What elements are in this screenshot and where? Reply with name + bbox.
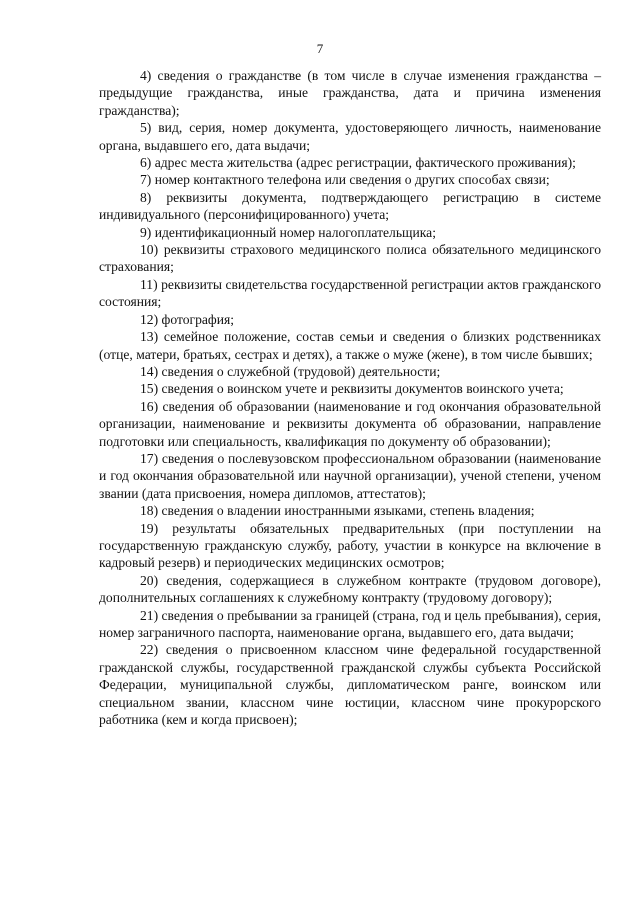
- page-number: 7: [316, 41, 324, 56]
- document-body: [99, 67, 601, 728]
- list-item: 11) реквизиты свидетельства государственной регистрации актов гражданского состояния;: [99, 276, 601, 310]
- list-item: 15) сведения о воинском учете и реквизиты документов воинского учета;: [140, 381, 564, 397]
- list-item: 21) сведения о пребывании за границей (страна, год и цель пребывания), серия, номер заграничного паспорта, наименование органа, выдавшего его, дата выдачи;: [99, 607, 601, 640]
- list-item: 6) адрес места жительства (адрес регистрации, фактического проживания);: [140, 155, 576, 171]
- list-item: 19) результаты обязательных предварительных (при поступлении на государственную гражданскую службу, работу, участии в конкурсе на включение в кадровый резерв) и периодических медицинских осмотров;: [99, 520, 601, 571]
- list-item: 20) сведения, содержащиеся в служебном контракте (трудовом договоре), дополнительных соглашениях к служебному контракту (трудовому договору);: [99, 572, 601, 606]
- list-item: 4) сведения о гражданстве (в том числе в случае изменения гражданства – предыдущие гражданства, иные гражданства, дата и причина изменения гражданства);: [99, 68, 601, 118]
- list-item: 12) фотография;: [140, 311, 235, 327]
- list-item: 22) сведения о присвоенном классном чине федеральной государственной гражданской службы, государственной гражданской службы субъекта Российской Федерации, муниципальной службы, дипломатическом ранге, воинском или специальном звании, классном чине юстиции, классном чине прокурорского работника (кем и когда присвоен);: [99, 642, 601, 728]
- list-item: 14) сведения о служебной (трудовой) деятельности;: [140, 363, 441, 379]
- list-item: 16) сведения об образовании (наименование и год окончания образовательной организации, наименование и реквизиты документа об образовании, направление подготовки или специальность, квалификация по документу об образовании);: [99, 398, 601, 449]
- list-item: 18) сведения о владении иностранными языками, степень владения;: [140, 503, 535, 519]
- list-item: 13) семейное положение, состав семьи и сведения о близких родственниках (отце, матери, братьях, сестрах и детях), а также о муже (жене), в том числе бывших;: [99, 329, 601, 362]
- list-item: 7) номер контактного телефона или сведения о других способах связи;: [140, 172, 550, 188]
- list-item: 10) реквизиты страхового медицинского полиса обязательного медицинского страхования;: [99, 242, 601, 275]
- list-item: 17) сведения о послевузовском профессиональном образовании (наименование и год окончания образовательной или научной организации), ученой степени, ученом звании (дата присвоения, номера дипломов, аттестатов);: [99, 450, 601, 501]
- list-item: 8) реквизиты документа, подтверждающего регистрацию в системе индивидуального (персонифицированного) учета;: [99, 189, 601, 223]
- list-item: 9) идентификационный номер налогоплательщика;: [140, 224, 436, 240]
- list-item: 5) вид, серия, номер документа, удостоверяющего личность, наименование органа, выдавшего его, дата выдачи;: [99, 120, 601, 153]
